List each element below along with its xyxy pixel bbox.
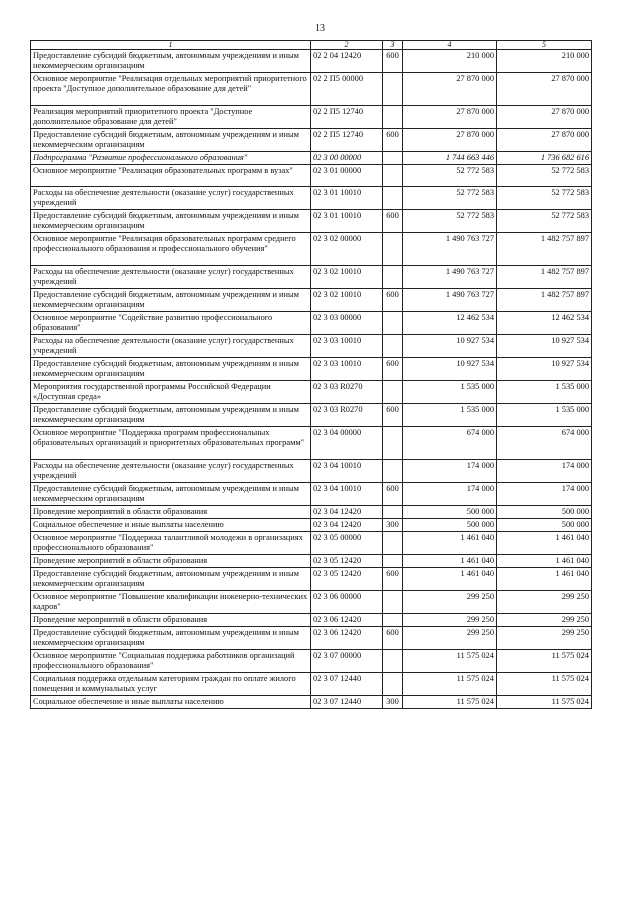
row-amount-year2-cell: 52 772 583 [497,210,592,233]
row-name-cell: Социальное обеспечение и иные выплаты населению [31,696,311,709]
row-code-cell: 02 3 03 R0270 [311,381,383,404]
table-row [31,591,592,614]
row-expense-type-cell: 600 [383,50,403,73]
row-amount-year2-cell: 1 482 757 897 [497,289,592,312]
row-amount-year1-cell: 12 462 534 [403,312,497,335]
row-name-cell: Предоставление субсидий бюджетным, автономным учреждениям и иным некоммерческим организациям [31,568,311,591]
table-row [31,519,592,532]
table-row [31,483,592,506]
row-expense-type-cell [383,614,403,627]
row-expense-type-cell [383,152,403,165]
table-row [31,568,592,591]
row-code-cell: 02 3 07 00000 [311,650,383,673]
row-amount-year1-cell: 1 490 763 727 [403,233,497,266]
row-amount-year2-cell: 10 927 534 [497,358,592,381]
row-expense-type-cell [383,555,403,568]
table-row [31,152,592,165]
row-amount-year2-cell: 500 000 [497,506,592,519]
row-code-cell: 02 3 01 10010 [311,187,383,210]
row-amount-year1-cell: 1 535 000 [403,404,497,427]
row-name-cell: Основное мероприятие "Социальная поддержка работников организаций профессионального образования" [31,650,311,673]
row-name-cell: Проведение мероприятий в области образования [31,555,311,568]
row-amount-year2-cell: 299 250 [497,627,592,650]
row-name-cell: Основное мероприятие "Поддержка талантливой молодежи в организациях профессионального образования" [31,532,311,555]
row-expense-type-cell: 300 [383,696,403,709]
row-expense-type-cell: 600 [383,289,403,312]
row-expense-type-cell: 600 [383,129,403,152]
row-amount-year2-cell: 1 482 757 897 [497,233,592,266]
row-expense-type-cell: 600 [383,210,403,233]
table-row [31,404,592,427]
row-name-cell: Основное мероприятие "Реализация образовательных программ среднего профессионального образования и профессионального обучения" [31,233,311,266]
row-amount-year1-cell: 1 744 663 446 [403,152,497,165]
table-row [31,673,592,696]
column-header: 1 [31,41,311,50]
table-row [31,312,592,335]
column-header: 4 [403,41,497,50]
row-amount-year1-cell: 174 000 [403,483,497,506]
row-name-cell: Подпрограмма "Развитие профессионального образования" [31,152,311,165]
row-name-cell: Социальная поддержка отдельным категориям граждан по оплате жилого помещения и коммунальных услуг [31,673,311,696]
row-amount-year1-cell: 27 870 000 [403,129,497,152]
row-code-cell: 02 3 07 12440 [311,673,383,696]
row-amount-year1-cell: 10 927 534 [403,335,497,358]
row-expense-type-cell [383,506,403,519]
row-expense-type-cell [383,73,403,106]
row-code-cell: 02 3 02 10010 [311,289,383,312]
table-row [31,358,592,381]
row-amount-year1-cell: 1 461 040 [403,555,497,568]
row-amount-year2-cell: 11 575 024 [497,696,592,709]
table-row [31,210,592,233]
row-expense-type-cell [383,266,403,289]
row-expense-type-cell [383,106,403,129]
table-row [31,555,592,568]
row-code-cell: 02 3 05 00000 [311,532,383,555]
row-name-cell: Основное мероприятие "Содействие развитию профессионального образования" [31,312,311,335]
row-amount-year1-cell: 674 000 [403,427,497,460]
page-number: 13 [315,23,325,34]
row-amount-year2-cell: 674 000 [497,427,592,460]
row-name-cell: Предоставление субсидий бюджетным, автономным учреждениям и иным некоммерческим организациям [31,50,311,73]
row-amount-year1-cell: 299 250 [403,627,497,650]
row-amount-year1-cell: 500 000 [403,506,497,519]
row-name-cell: Основное мероприятие "Повышение квалификации инженерно-технических кадров" [31,591,311,614]
row-amount-year2-cell: 299 250 [497,591,592,614]
row-amount-year1-cell: 1 461 040 [403,532,497,555]
column-number-header-row [31,41,592,50]
row-amount-year1-cell: 500 000 [403,519,497,532]
row-amount-year1-cell: 52 772 583 [403,187,497,210]
row-amount-year2-cell: 1 736 682 616 [497,152,592,165]
row-amount-year2-cell: 52 772 583 [497,165,592,187]
row-name-cell: Основное мероприятие "Поддержка программ профессиональных образовательных организаций и приоритетных образовательных программ" [31,427,311,460]
row-code-cell: 02 3 00 00000 [311,152,383,165]
row-amount-year1-cell: 1 490 763 727 [403,266,497,289]
row-code-cell: 02 3 02 10010 [311,266,383,289]
row-code-cell: 02 3 06 12420 [311,614,383,627]
row-expense-type-cell: 300 [383,519,403,532]
row-amount-year2-cell: 174 000 [497,460,592,483]
row-name-cell: Предоставление субсидий бюджетным, автономным учреждениям и иным некоммерческим организациям [31,404,311,427]
row-expense-type-cell [383,460,403,483]
row-code-cell: 02 3 03 R0270 [311,404,383,427]
row-name-cell: Реализация мероприятий приоритетного проекта "Доступное дополнительное образование для детей" [31,106,311,129]
row-name-cell: Основное мероприятие "Реализация отдельных мероприятий приоритетного проекта "Доступное дополнительное образование для детей" [31,73,311,106]
row-code-cell: 02 3 03 10010 [311,358,383,381]
row-expense-type-cell: 600 [383,627,403,650]
budget-table [30,40,592,709]
row-expense-type-cell [383,312,403,335]
row-name-cell: Предоставление субсидий бюджетным, автономным учреждениям и иным некоммерческим организациям [31,129,311,152]
table-row [31,50,592,73]
row-expense-type-cell [383,381,403,404]
row-expense-type-cell [383,165,403,187]
table-row [31,129,592,152]
row-expense-type-cell [383,233,403,266]
table-body [31,50,592,709]
table-row [31,532,592,555]
row-name-cell: Мероприятия государственной программы Российской Федерации «Доступная среда» [31,381,311,404]
row-name-cell: Предоставление субсидий бюджетным, автономным учреждениям и иным некоммерческим организациям [31,483,311,506]
row-code-cell: 02 3 04 10010 [311,460,383,483]
row-name-cell: Предоставление субсидий бюджетным, автономным учреждениям и иным некоммерческим организациям [31,210,311,233]
row-amount-year1-cell: 299 250 [403,591,497,614]
row-expense-type-cell [383,673,403,696]
row-expense-type-cell: 600 [383,483,403,506]
table-row [31,627,592,650]
row-amount-year2-cell: 10 927 534 [497,335,592,358]
row-name-cell: Расходы на обеспечение деятельности (оказание услуг) государственных учреждений [31,187,311,210]
table-row [31,73,592,106]
row-name-cell: Предоставление субсидий бюджетным, автономным учреждениям и иным некоммерческим организациям [31,289,311,312]
row-code-cell: 02 3 06 12420 [311,627,383,650]
row-amount-year1-cell: 1 490 763 727 [403,289,497,312]
row-name-cell: Проведение мероприятий в области образования [31,614,311,627]
column-header: 2 [311,41,383,50]
row-code-cell: 02 2 П5 12740 [311,129,383,152]
row-amount-year2-cell: 1 461 040 [497,568,592,591]
row-expense-type-cell: 600 [383,568,403,591]
table-row [31,381,592,404]
row-code-cell: 02 3 02 00000 [311,233,383,266]
column-header: 5 [497,41,592,50]
row-code-cell: 02 3 04 00000 [311,427,383,460]
table-row [31,460,592,483]
table-row [31,266,592,289]
row-code-cell: 02 3 07 12440 [311,696,383,709]
row-name-cell: Основное мероприятие "Реализация образовательных программ в вузах" [31,165,311,187]
row-amount-year1-cell: 10 927 534 [403,358,497,381]
row-amount-year1-cell: 27 870 000 [403,106,497,129]
row-amount-year1-cell: 52 772 583 [403,165,497,187]
row-amount-year2-cell: 500 000 [497,519,592,532]
row-name-cell: Проведение мероприятий в области образования [31,506,311,519]
row-amount-year2-cell: 174 000 [497,483,592,506]
row-name-cell: Расходы на обеспечение деятельности (оказание услуг) государственных учреждений [31,266,311,289]
row-amount-year1-cell: 1 461 040 [403,568,497,591]
table-row [31,106,592,129]
table-row [31,165,592,187]
row-amount-year1-cell: 174 000 [403,460,497,483]
row-amount-year1-cell: 52 772 583 [403,210,497,233]
row-expense-type-cell [383,427,403,460]
row-amount-year2-cell: 1 461 040 [497,532,592,555]
row-amount-year2-cell: 52 772 583 [497,187,592,210]
row-amount-year1-cell: 299 250 [403,614,497,627]
row-expense-type-cell: 600 [383,404,403,427]
row-amount-year1-cell: 210 000 [403,50,497,73]
row-amount-year1-cell: 11 575 024 [403,696,497,709]
row-amount-year2-cell: 11 575 024 [497,673,592,696]
row-amount-year2-cell: 210 000 [497,50,592,73]
row-expense-type-cell: 600 [383,358,403,381]
row-expense-type-cell [383,591,403,614]
row-amount-year1-cell: 27 870 000 [403,73,497,106]
row-amount-year1-cell: 11 575 024 [403,673,497,696]
table-row [31,614,592,627]
row-amount-year2-cell: 1 535 000 [497,404,592,427]
row-amount-year2-cell: 1 482 757 897 [497,266,592,289]
row-name-cell: Предоставление субсидий бюджетным, автономным учреждениям и иным некоммерческим организациям [31,627,311,650]
row-amount-year1-cell: 1 535 000 [403,381,497,404]
row-expense-type-cell [383,187,403,210]
row-amount-year2-cell: 1 535 000 [497,381,592,404]
row-amount-year2-cell: 27 870 000 [497,129,592,152]
table-row [31,696,592,709]
row-code-cell: 02 3 05 12420 [311,555,383,568]
table-row [31,289,592,312]
row-code-cell: 02 3 05 12420 [311,568,383,591]
row-amount-year2-cell: 1 461 040 [497,555,592,568]
column-header: 3 [383,41,403,50]
row-code-cell: 02 3 04 12420 [311,506,383,519]
table-row [31,650,592,673]
row-code-cell: 02 3 04 12420 [311,519,383,532]
row-amount-year2-cell: 27 870 000 [497,73,592,106]
table-row [31,233,592,266]
row-amount-year2-cell: 27 870 000 [497,106,592,129]
row-name-cell: Расходы на обеспечение деятельности (оказание услуг) государственных учреждений [31,460,311,483]
row-name-cell: Предоставление субсидий бюджетным, автономным учреждениям и иным некоммерческим организациям [31,358,311,381]
table-row [31,427,592,460]
row-amount-year2-cell: 11 575 024 [497,650,592,673]
row-code-cell: 02 3 04 10010 [311,483,383,506]
row-code-cell: 02 3 01 10010 [311,210,383,233]
row-code-cell: 02 2 П5 12740 [311,106,383,129]
row-expense-type-cell [383,532,403,555]
row-expense-type-cell [383,650,403,673]
table-row [31,506,592,519]
row-code-cell: 02 3 03 10010 [311,335,383,358]
table-row [31,187,592,210]
row-expense-type-cell [383,335,403,358]
table-row [31,335,592,358]
row-name-cell: Социальное обеспечение и иные выплаты населению [31,519,311,532]
row-code-cell: 02 3 01 00000 [311,165,383,187]
row-code-cell: 02 3 03 00000 [311,312,383,335]
row-code-cell: 02 2 04 12420 [311,50,383,73]
row-code-cell: 02 3 06 00000 [311,591,383,614]
row-amount-year2-cell: 12 462 534 [497,312,592,335]
row-amount-year1-cell: 11 575 024 [403,650,497,673]
row-amount-year2-cell: 299 250 [497,614,592,627]
row-name-cell: Расходы на обеспечение деятельности (оказание услуг) государственных учреждений [31,335,311,358]
row-code-cell: 02 2 П5 00000 [311,73,383,106]
